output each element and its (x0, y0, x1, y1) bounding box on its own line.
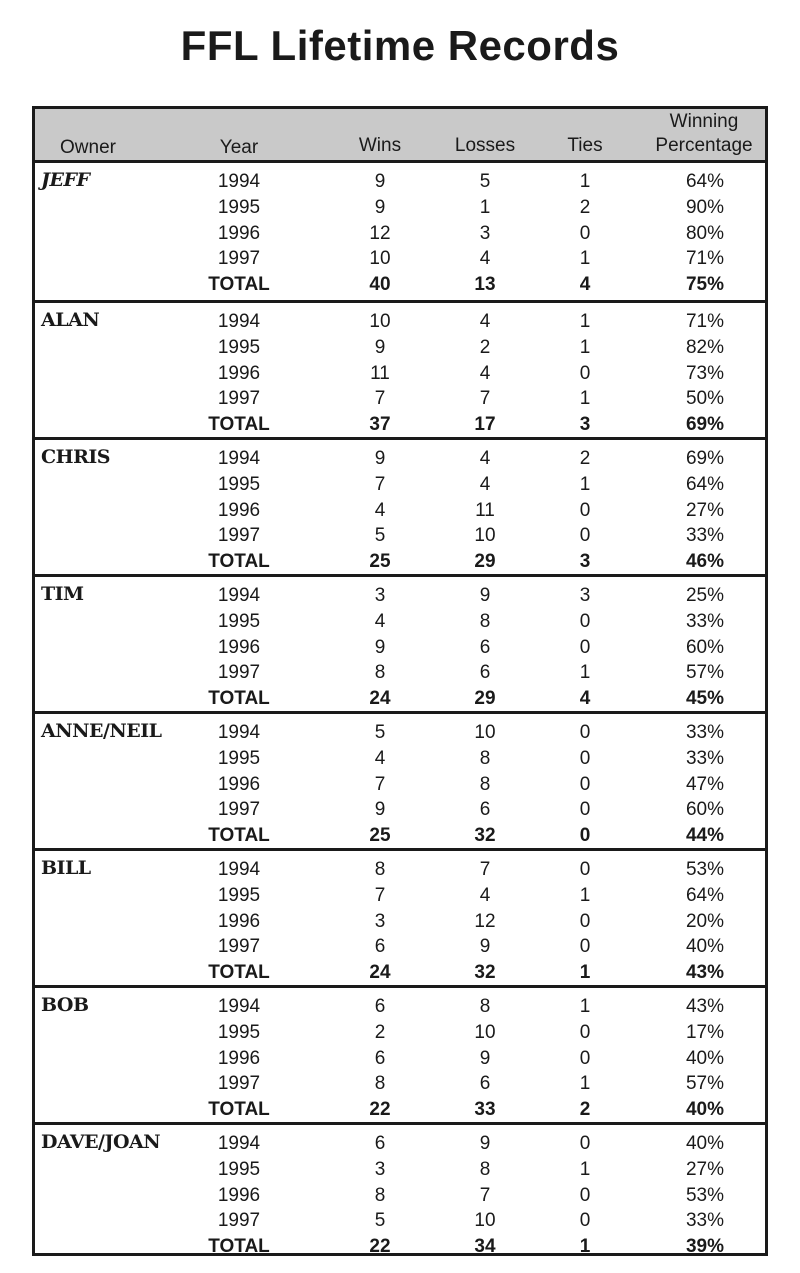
losses-cell: 8 (479, 1158, 491, 1180)
losses-cell: 7 (479, 388, 491, 410)
ties-cell: 4 (579, 688, 591, 710)
year-cell: 1997 (217, 1210, 261, 1232)
table-row (35, 883, 765, 909)
pct-cell: 73% (685, 362, 725, 384)
year-cell: TOTAL (208, 551, 270, 573)
year-cell: 1994 (217, 996, 261, 1017)
wins-cell: 7 (374, 473, 386, 495)
losses-cell: 8 (479, 747, 491, 769)
losses-cell: 10 (474, 1210, 496, 1232)
pct-cell: 40% (685, 1047, 725, 1069)
losses-cell: 7 (479, 859, 491, 880)
wins-cell: 24 (369, 962, 391, 984)
pct-cell: 33% (685, 747, 725, 769)
year-cell: 1994 (217, 448, 261, 469)
wins-cell: 7 (374, 773, 386, 795)
header-year: Year (219, 137, 259, 158)
wins-cell: 5 (374, 722, 386, 743)
wins-cell: 5 (374, 1210, 386, 1232)
year-cell: 1997 (217, 662, 261, 684)
year-cell: 1994 (217, 722, 261, 743)
ties-cell: 1 (579, 1073, 591, 1095)
year-cell: 1994 (217, 585, 261, 606)
year-cell: TOTAL (208, 274, 270, 296)
total-row (35, 412, 765, 438)
header-owner: Owner (60, 137, 116, 158)
pct-cell: 33% (685, 610, 725, 632)
losses-cell: 1 (479, 196, 491, 218)
losses-cell: 9 (479, 1047, 491, 1069)
wins-cell: 10 (369, 311, 391, 332)
ties-cell: 0 (579, 799, 591, 821)
pct-cell: 57% (685, 662, 725, 684)
owner-name: JEFF (41, 169, 90, 191)
table-row (35, 498, 765, 524)
losses-cell: 8 (479, 996, 491, 1017)
losses-cell: 9 (479, 1133, 491, 1154)
header-percentage: Percentage (655, 135, 753, 156)
wins-cell: 11 (370, 362, 390, 384)
owner-group (35, 711, 765, 848)
losses-cell: 8 (479, 773, 491, 795)
header-ties: Ties (567, 135, 603, 156)
total-row (35, 272, 765, 298)
losses-cell: 11 (475, 499, 495, 521)
pct-cell: 40% (685, 1099, 725, 1121)
ties-cell: 0 (579, 499, 591, 521)
wins-cell: 6 (374, 936, 386, 958)
losses-cell: 7 (479, 1184, 491, 1206)
wins-cell: 9 (374, 448, 386, 469)
year-cell: 1996 (217, 636, 261, 658)
owner-group (35, 985, 765, 1122)
wins-cell: 7 (374, 884, 386, 906)
losses-cell: 29 (474, 688, 496, 710)
owner-name: DAVE/JOAN (41, 1131, 161, 1153)
pct-cell: 60% (685, 799, 725, 821)
pct-cell: 53% (685, 1184, 725, 1206)
wins-cell: 24 (369, 688, 391, 710)
year-cell: 1997 (217, 525, 261, 547)
wins-cell: 9 (374, 636, 386, 658)
table-row (35, 1157, 765, 1183)
table-row (35, 583, 765, 609)
wins-cell: 9 (374, 799, 386, 821)
ties-cell: 0 (579, 1047, 591, 1069)
pct-cell: 39% (685, 1236, 725, 1258)
table-row (35, 1046, 765, 1072)
pct-cell: 20% (685, 910, 725, 932)
owner-name: CHRIS (41, 446, 110, 468)
losses-cell: 33 (474, 1099, 496, 1121)
table-row (35, 609, 765, 635)
table-row (35, 523, 765, 549)
losses-cell: 17 (474, 414, 496, 436)
ties-cell: 1 (579, 171, 591, 192)
wins-cell: 6 (374, 996, 386, 1017)
wins-cell: 22 (369, 1099, 391, 1121)
owner-group (35, 1122, 765, 1259)
year-cell: 1994 (217, 171, 261, 192)
ties-cell: 1 (579, 311, 591, 332)
table-row (35, 720, 765, 746)
wins-cell: 25 (369, 551, 391, 573)
year-cell: 1996 (217, 1047, 261, 1069)
wins-cell: 4 (374, 499, 386, 521)
losses-cell: 32 (474, 825, 496, 847)
table-row (35, 1020, 765, 1046)
table-row (35, 446, 765, 472)
owner-name: ALAN (41, 309, 100, 331)
table-row (35, 472, 765, 498)
wins-cell: 9 (374, 196, 386, 218)
wins-cell: 22 (369, 1236, 391, 1258)
year-cell: 1994 (217, 1133, 261, 1154)
table-row (35, 169, 765, 195)
pct-cell: 64% (685, 473, 725, 495)
losses-cell: 4 (479, 248, 491, 270)
wins-cell: 5 (374, 525, 386, 547)
pct-cell: 27% (685, 1158, 725, 1180)
header-wins: Wins (358, 135, 402, 156)
year-cell: TOTAL (208, 1236, 270, 1258)
losses-cell: 6 (479, 662, 491, 684)
owner-group (35, 163, 765, 300)
total-row (35, 1234, 765, 1260)
losses-cell: 29 (474, 551, 496, 573)
year-cell: 1996 (217, 1184, 261, 1206)
wins-cell: 2 (374, 1021, 386, 1043)
ties-cell: 1 (579, 662, 591, 684)
year-cell: 1997 (217, 248, 261, 270)
ties-cell: 0 (579, 859, 591, 880)
owner-name: BOB (41, 994, 89, 1016)
pct-cell: 60% (685, 636, 725, 658)
table-row (35, 1208, 765, 1234)
losses-cell: 5 (479, 171, 491, 192)
year-cell: TOTAL (208, 1099, 270, 1121)
ties-cell: 0 (579, 825, 591, 847)
ties-cell: 1 (579, 1158, 591, 1180)
table-row (35, 246, 765, 272)
ties-cell: 1 (579, 473, 591, 495)
wins-cell: 12 (369, 222, 391, 244)
ties-cell: 2 (579, 448, 591, 469)
ties-cell: 1 (579, 388, 591, 410)
losses-cell: 10 (474, 722, 496, 743)
table-row (35, 309, 765, 335)
owner-group (35, 574, 765, 711)
wins-cell: 9 (374, 171, 386, 192)
wins-cell: 40 (369, 274, 391, 296)
year-cell: 1997 (217, 1073, 261, 1095)
pct-cell: 53% (685, 859, 725, 880)
year-cell: 1996 (217, 362, 261, 384)
pct-cell: 44% (685, 825, 725, 847)
year-cell: 1995 (217, 610, 261, 632)
losses-cell: 3 (479, 222, 491, 244)
pct-cell: 40% (685, 1133, 725, 1154)
losses-cell: 34 (474, 1236, 496, 1258)
pct-cell: 80% (685, 222, 725, 244)
ties-cell: 1 (579, 996, 591, 1017)
losses-cell: 4 (479, 473, 491, 495)
table-header (35, 109, 765, 163)
pct-cell: 69% (685, 414, 725, 436)
ties-cell: 3 (579, 551, 591, 573)
losses-cell: 4 (479, 311, 491, 332)
losses-cell: 10 (474, 525, 496, 547)
year-cell: 1995 (217, 473, 261, 495)
losses-cell: 9 (479, 936, 491, 958)
wins-cell: 7 (374, 388, 386, 410)
pct-cell: 45% (685, 688, 725, 710)
losses-cell: 12 (474, 910, 496, 932)
owner-name: ANNE/NEIL (41, 720, 162, 742)
table-row (35, 335, 765, 361)
ties-cell: 3 (579, 585, 591, 606)
wins-cell: 8 (374, 1073, 386, 1095)
ties-cell: 1 (579, 962, 591, 984)
losses-cell: 6 (479, 636, 491, 658)
pct-cell: 64% (685, 171, 725, 192)
wins-cell: 3 (374, 910, 386, 932)
pct-cell: 69% (685, 448, 725, 469)
table-row (35, 797, 765, 823)
wins-cell: 3 (374, 1158, 386, 1180)
ties-cell: 2 (579, 196, 591, 218)
losses-cell: 4 (479, 884, 491, 906)
year-cell: TOTAL (208, 962, 270, 984)
year-cell: 1995 (217, 1021, 261, 1043)
table-row (35, 934, 765, 960)
year-cell: 1996 (217, 773, 261, 795)
pct-cell: 50% (685, 388, 725, 410)
ties-cell: 1 (579, 1236, 591, 1258)
year-cell: 1995 (217, 1158, 261, 1180)
ties-cell: 0 (579, 722, 591, 743)
losses-cell: 8 (479, 610, 491, 632)
year-cell: 1997 (217, 388, 261, 410)
wins-cell: 6 (374, 1133, 386, 1154)
total-row (35, 960, 765, 986)
pct-cell: 82% (685, 336, 725, 358)
pct-cell: 17% (685, 1021, 725, 1043)
owner-name: TIM (41, 583, 84, 605)
ties-cell: 0 (579, 610, 591, 632)
year-cell: 1995 (217, 336, 261, 358)
losses-cell: 9 (479, 585, 491, 606)
pct-cell: 33% (685, 722, 725, 743)
pct-cell: 90% (685, 196, 725, 218)
ties-cell: 1 (579, 884, 591, 906)
year-cell: 1994 (217, 311, 261, 332)
wins-cell: 8 (374, 1184, 386, 1206)
year-cell: 1996 (217, 222, 261, 244)
ties-cell: 0 (579, 1184, 591, 1206)
table-row (35, 1183, 765, 1209)
year-cell: 1995 (217, 884, 261, 906)
owner-group (35, 300, 765, 437)
ties-cell: 1 (579, 248, 591, 270)
ties-cell: 1 (579, 336, 591, 358)
wins-cell: 8 (374, 859, 386, 880)
total-row (35, 686, 765, 712)
year-cell: TOTAL (208, 688, 270, 710)
ties-cell: 3 (579, 414, 591, 436)
ties-cell: 0 (579, 910, 591, 932)
wins-cell: 6 (374, 1047, 386, 1069)
table-row (35, 361, 765, 387)
year-cell: 1997 (217, 936, 261, 958)
table-row (35, 221, 765, 247)
records-table (32, 106, 768, 1256)
losses-cell: 4 (479, 362, 491, 384)
owner-name: BILL (41, 857, 91, 879)
pct-cell: 71% (685, 248, 725, 270)
ties-cell: 2 (579, 1099, 591, 1121)
pct-cell: 25% (685, 585, 725, 606)
table-row (35, 746, 765, 772)
ties-cell: 0 (579, 1210, 591, 1232)
year-cell: 1995 (217, 196, 261, 218)
table-row (35, 195, 765, 221)
wins-cell: 3 (374, 585, 386, 606)
pct-cell: 43% (685, 962, 725, 984)
losses-cell: 2 (479, 336, 491, 358)
ties-cell: 0 (579, 636, 591, 658)
table-row (35, 386, 765, 412)
pct-cell: 33% (685, 1210, 725, 1232)
wins-cell: 10 (369, 248, 391, 270)
table-row (35, 909, 765, 935)
losses-cell: 4 (479, 448, 491, 469)
page-title: FFL Lifetime Records (180, 22, 620, 69)
wins-cell: 9 (374, 336, 386, 358)
pct-cell: 57% (685, 1073, 725, 1095)
total-row (35, 1097, 765, 1123)
losses-cell: 32 (474, 962, 496, 984)
pct-cell: 43% (685, 996, 725, 1017)
ties-cell: 0 (579, 1133, 591, 1154)
wins-cell: 4 (374, 610, 386, 632)
year-cell: TOTAL (208, 825, 270, 847)
table-row (35, 660, 765, 686)
pct-cell: 40% (685, 936, 725, 958)
pct-cell: 64% (685, 884, 725, 906)
table-row (35, 1131, 765, 1157)
ties-cell: 0 (579, 362, 591, 384)
year-cell: 1997 (217, 799, 261, 821)
pct-cell: 33% (685, 525, 725, 547)
pct-cell: 71% (685, 311, 725, 332)
wins-cell: 8 (374, 662, 386, 684)
header-losses: Losses (454, 135, 516, 156)
year-cell: 1996 (217, 499, 261, 521)
ties-cell: 0 (579, 936, 591, 958)
year-cell: 1994 (217, 859, 261, 880)
total-row (35, 549, 765, 575)
pct-cell: 47% (685, 773, 725, 795)
wins-cell: 37 (369, 414, 391, 436)
year-cell: TOTAL (208, 414, 270, 436)
ties-cell: 4 (579, 274, 591, 296)
pct-cell: 75% (685, 274, 725, 296)
header-winning: Winning (669, 111, 739, 132)
table-row (35, 635, 765, 661)
losses-cell: 6 (479, 1073, 491, 1095)
ties-cell: 0 (579, 1021, 591, 1043)
wins-cell: 25 (369, 825, 391, 847)
year-cell: 1995 (217, 747, 261, 769)
ties-cell: 0 (579, 747, 591, 769)
table-row (35, 857, 765, 883)
owner-group (35, 437, 765, 574)
losses-cell: 6 (479, 799, 491, 821)
table-row (35, 772, 765, 798)
total-row (35, 823, 765, 849)
ties-cell: 0 (579, 773, 591, 795)
losses-cell: 10 (474, 1021, 496, 1043)
table-row (35, 994, 765, 1020)
owner-group (35, 848, 765, 985)
pct-cell: 27% (685, 499, 725, 521)
ties-cell: 0 (579, 525, 591, 547)
table-row (35, 1071, 765, 1097)
year-cell: 1996 (217, 910, 261, 932)
ties-cell: 0 (579, 222, 591, 244)
wins-cell: 4 (374, 747, 386, 769)
losses-cell: 13 (474, 274, 496, 296)
pct-cell: 46% (685, 551, 725, 573)
